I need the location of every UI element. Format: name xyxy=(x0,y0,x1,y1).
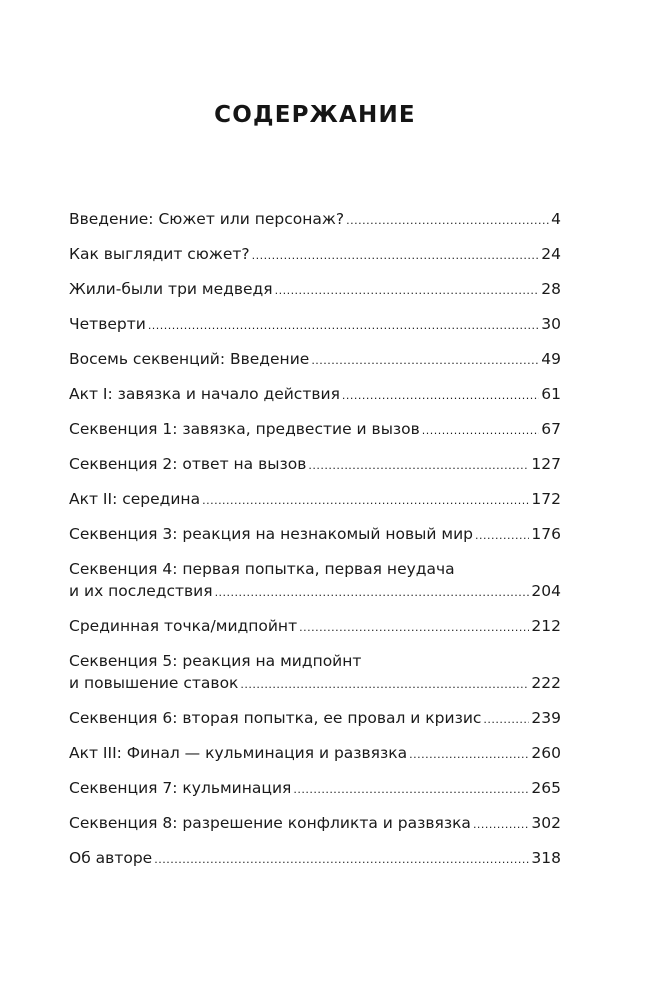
toc-entry-title: Секвенция 6: вторая попытка, ее провал и кризис xyxy=(69,709,482,727)
toc-page-number: 222 xyxy=(531,674,561,692)
dot-leader xyxy=(422,420,539,442)
toc-entry-title: Секвенция 7: кульминация xyxy=(69,779,292,797)
toc-page-number: 212 xyxy=(531,617,561,635)
dot-leader xyxy=(473,814,529,836)
toc-line xyxy=(69,348,561,372)
dot-leader xyxy=(346,210,549,232)
toc-entry-title: Введение: Сюжет или персонаж? xyxy=(69,210,345,228)
toc-entry xyxy=(69,523,561,547)
dot-leader xyxy=(299,617,529,639)
dot-leader xyxy=(342,385,539,407)
toc-entry xyxy=(69,418,561,442)
toc-line xyxy=(69,580,561,604)
toc-line xyxy=(69,742,561,766)
toc-entry-title: Жили-были три медведя xyxy=(69,280,273,298)
toc-line xyxy=(69,523,561,547)
dot-leader xyxy=(240,674,529,696)
toc-page-number: 127 xyxy=(531,455,561,473)
toc-entry xyxy=(69,777,561,801)
toc-page-number: 28 xyxy=(541,280,561,298)
toc-page-number: 61 xyxy=(541,385,561,403)
toc-entry-title: Об авторе xyxy=(69,849,153,867)
toc-entry-title: и повышение ставок xyxy=(69,674,239,692)
toc-entry xyxy=(69,615,561,639)
dot-leader xyxy=(252,245,540,267)
toc-line xyxy=(69,208,561,232)
dot-leader xyxy=(308,455,529,477)
toc-entry xyxy=(69,278,561,302)
toc-line xyxy=(69,672,561,696)
toc-page-number: 4 xyxy=(551,210,561,228)
toc-entry xyxy=(69,243,561,267)
toc-entry-title: Акт II: середина xyxy=(69,490,201,508)
toc-page-number: 204 xyxy=(531,582,561,600)
toc-line xyxy=(69,847,561,871)
dot-leader xyxy=(148,315,539,337)
toc-page-number: 265 xyxy=(531,779,561,797)
toc-page-number: 318 xyxy=(531,849,561,867)
toc-entry-title: Срединная точка/мидпойнт xyxy=(69,617,298,635)
toc-entry xyxy=(69,313,561,337)
toc-page-number: 260 xyxy=(531,744,561,762)
toc-page-number: 30 xyxy=(541,315,561,333)
toc-entry-title: Акт I: завязка и начало действия xyxy=(69,385,340,403)
dot-leader xyxy=(202,490,529,512)
toc-line xyxy=(69,278,561,302)
table-of-contents xyxy=(69,208,561,882)
toc-entry xyxy=(69,707,561,731)
toc-page-number: 67 xyxy=(541,420,561,438)
toc-entry-title: Секвенция 4: первая попытка, первая неудача xyxy=(69,560,455,578)
toc-line xyxy=(69,383,561,407)
toc-entry-title: Четверти xyxy=(69,315,146,333)
toc-entry xyxy=(69,488,561,512)
toc-page-number: 302 xyxy=(531,814,561,832)
toc-entry-title: Как выглядит сюжет? xyxy=(69,245,250,263)
dot-leader xyxy=(154,849,529,871)
toc-page-number: 176 xyxy=(531,525,561,543)
toc-entry xyxy=(69,847,561,871)
toc-entry-title: Секвенция 3: реакция на незнакомый новый мир xyxy=(69,525,473,543)
toc-entry-title: Секвенция 8: разрешение конфликта и развязка xyxy=(69,814,471,832)
toc-entry xyxy=(69,742,561,766)
toc-page-number: 239 xyxy=(531,709,561,727)
toc-line xyxy=(69,243,561,267)
toc-entry-title: Акт III: Финал — кульминация и развязка xyxy=(69,744,408,762)
dot-leader xyxy=(311,350,539,372)
toc-line xyxy=(69,777,561,801)
toc-line xyxy=(69,650,561,672)
dot-leader xyxy=(475,525,529,547)
toc-entry-title: и их последствия xyxy=(69,582,213,600)
toc-entry xyxy=(69,383,561,407)
dot-leader xyxy=(275,280,540,302)
toc-entry-title: Секвенция 2: ответ на вызов xyxy=(69,455,307,473)
toc-entry xyxy=(69,348,561,372)
toc-line xyxy=(69,558,561,580)
toc-entry-title: Восемь секвенций: Введение xyxy=(69,350,310,368)
toc-line xyxy=(69,812,561,836)
toc-entry xyxy=(69,453,561,477)
toc-page-number: 49 xyxy=(541,350,561,368)
toc-line xyxy=(69,488,561,512)
page-title: СОДЕРЖАНИЕ xyxy=(214,102,416,128)
toc-entry xyxy=(69,208,561,232)
dot-leader xyxy=(483,709,529,731)
toc-line xyxy=(69,418,561,442)
dot-leader xyxy=(215,582,530,604)
toc-page-number: 24 xyxy=(541,245,561,263)
toc-line xyxy=(69,313,561,337)
toc-entry xyxy=(69,558,561,604)
toc-line xyxy=(69,453,561,477)
toc-entry-title: Секвенция 1: завязка, предвестие и вызов xyxy=(69,420,420,438)
toc-entry-title: Секвенция 5: реакция на мидпойнт xyxy=(69,652,362,670)
dot-leader xyxy=(293,779,529,801)
dot-leader xyxy=(409,744,529,766)
toc-page-number: 172 xyxy=(531,490,561,508)
toc-line xyxy=(69,707,561,731)
toc-entry xyxy=(69,812,561,836)
toc-line xyxy=(69,615,561,639)
toc-entry xyxy=(69,650,561,696)
